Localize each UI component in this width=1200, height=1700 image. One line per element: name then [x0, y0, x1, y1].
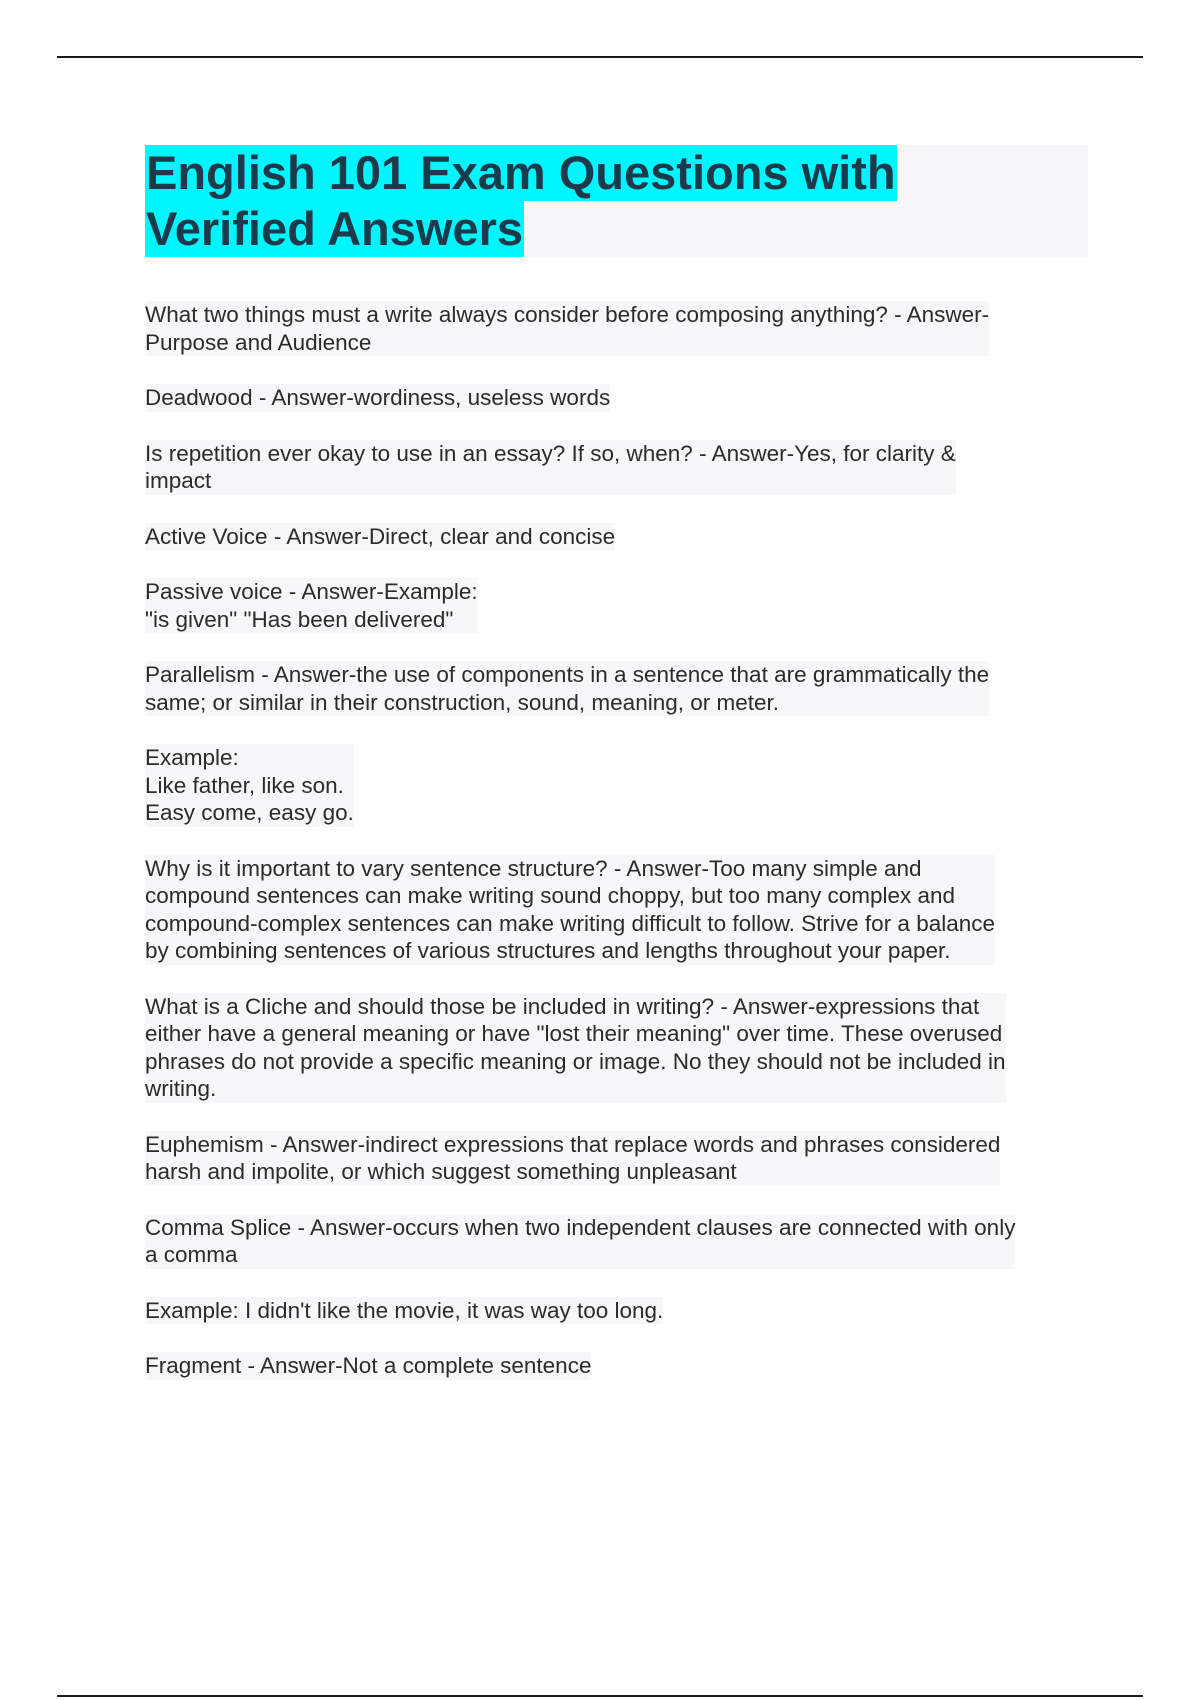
entry-cliche: What is a Cliche and should those be included in writing? - Answer-expressions that either have a general meaning or have "lost their meaning" over time. These overused phrases do not provide a specific meaning or image. No they should not be included in writing.: [145, 993, 1006, 1101]
entry-deadwood: Deadwood - Answer-wordiness, useless words: [145, 385, 611, 410]
top-rule: [57, 56, 1143, 58]
title-line-2: Verified Answers: [146, 202, 524, 255]
entry-comma-splice-example: Example: I didn't like the movie, it was way too long.: [145, 1297, 664, 1323]
entry-comma-splice: Comma Splice - Answer-occurs when two independent clauses are connected with only a comma: [145, 1214, 1016, 1267]
entry-active-voice: Active Voice - Answer-Direct, clear and concise: [145, 523, 616, 549]
question-list: [145, 301, 1095, 1408]
entry-purpose-audience: What two things must a write always consider before composing anything? - Answer- Purpose and Audience: [145, 302, 990, 355]
entry-passive-voice: Passive voice - Answer-Example: "is given" "Has been delivered": [145, 579, 478, 632]
entry-parallelism: Parallelism - Answer-the use of components in a sentence that are grammatically the same; or similar in their construction, sound, meaning, or meter.: [145, 662, 990, 715]
entry-euphemism: Euphemism - Answer-indirect expressions that replace words and phrases considered harsh and impolite, or which suggest something unpleasant: [145, 1131, 1001, 1184]
entry-parallelism-example: Example: Like father, like son. Easy come, easy go.: [145, 745, 354, 825]
entry-fragment: Fragment - Answer-Not a complete sentence: [145, 1353, 592, 1378]
bottom-rule: [57, 1695, 1143, 1697]
title-line-1: English 101 Exam Questions with: [146, 146, 896, 199]
page-title: [145, 145, 897, 257]
entry-repetition: Is repetition ever okay to use in an essay? If so, when? - Answer-Yes, for clarity & impact: [145, 440, 956, 493]
entry-sentence-structure: Why is it important to vary sentence structure? - Answer-Too many simple and compound sentences can make writing sound choppy, but too many complex and compound-complex sentences can make writing difficult to follow. Strive for a balance by combining sentences of various structures and lengths throughout your paper.: [145, 855, 996, 963]
